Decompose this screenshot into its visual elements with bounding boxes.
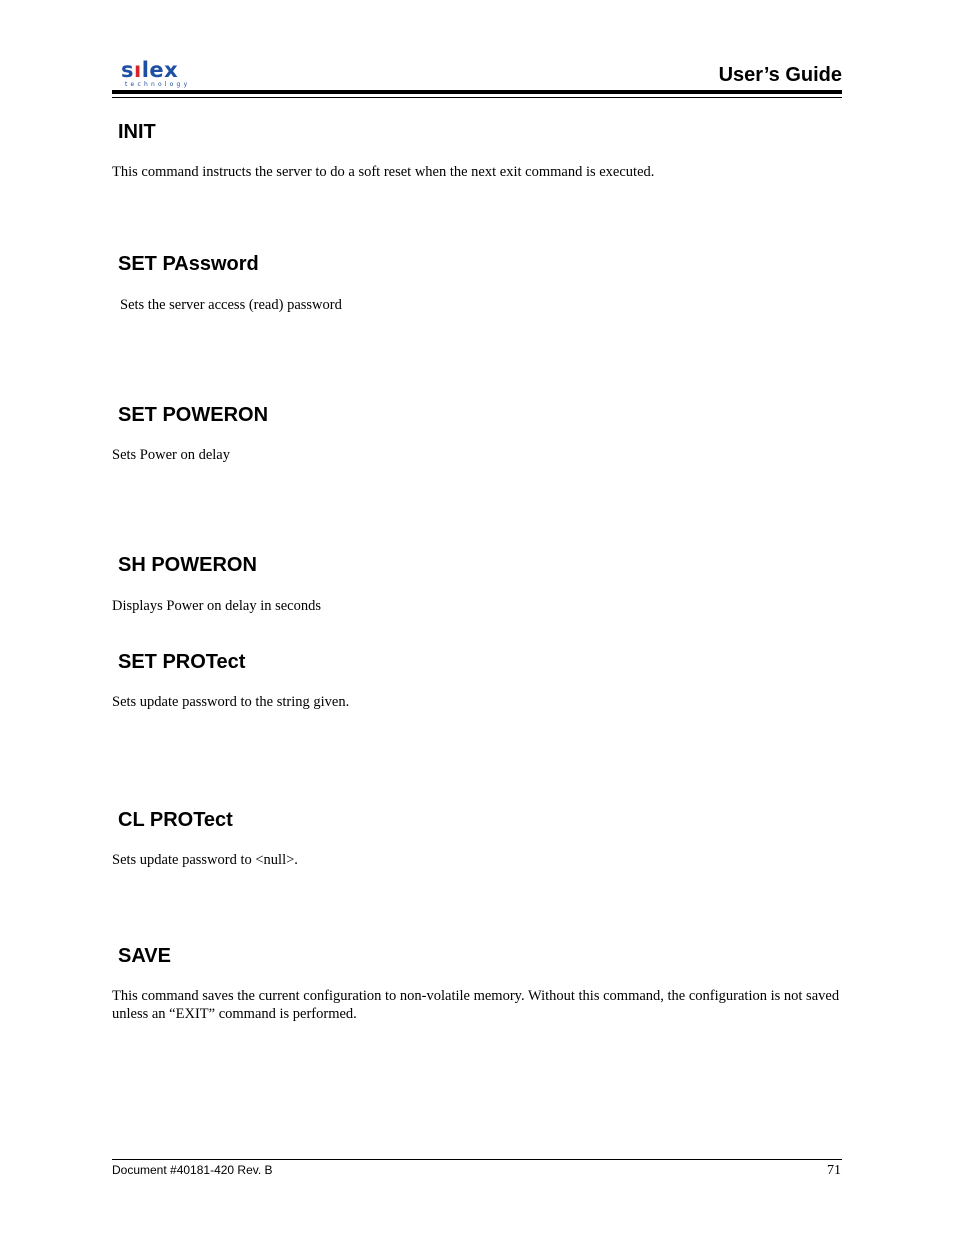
body-cl-protect: Sets update password to <null>.	[112, 852, 298, 868]
header-title: User’s Guide	[718, 64, 842, 86]
header-rule-thin	[112, 97, 842, 98]
footer-document-number: Document #40181-420 Rev. B	[112, 1163, 273, 1177]
body-set-protect: Sets update password to the string given.	[112, 694, 350, 710]
body-save: This command saves the current configuration to non-volatile memory. Without this command, the configuration is not saved unless an “EXIT” command is performed.	[112, 988, 840, 1022]
body-set-poweron: Sets Power on delay	[112, 447, 230, 463]
silex-logo	[121, 58, 211, 92]
heading-set-password: SET PAssword	[118, 253, 259, 275]
body-sh-poweron: Displays Power on delay in seconds	[112, 598, 322, 614]
heading-sh-poweron: SH POWERON	[118, 554, 257, 576]
footer-rule	[112, 1159, 842, 1160]
logo-wordmark: sılex	[121, 58, 179, 82]
heading-set-protect: SET PROTect	[118, 651, 246, 673]
page-number: 71	[827, 1163, 841, 1178]
heading-cl-protect: CL PROTect	[118, 809, 233, 831]
heading-save: SAVE	[118, 945, 171, 967]
body-init: This command instructs the server to do a soft reset when the next exit command is executed.	[112, 164, 655, 180]
header-rule-thick	[112, 90, 842, 94]
heading-init: INIT	[118, 121, 156, 143]
heading-set-poweron: SET POWERON	[118, 404, 269, 426]
body-set-password: Sets the server access (read) password	[120, 297, 342, 313]
logo-subtitle: technology	[125, 81, 191, 88]
